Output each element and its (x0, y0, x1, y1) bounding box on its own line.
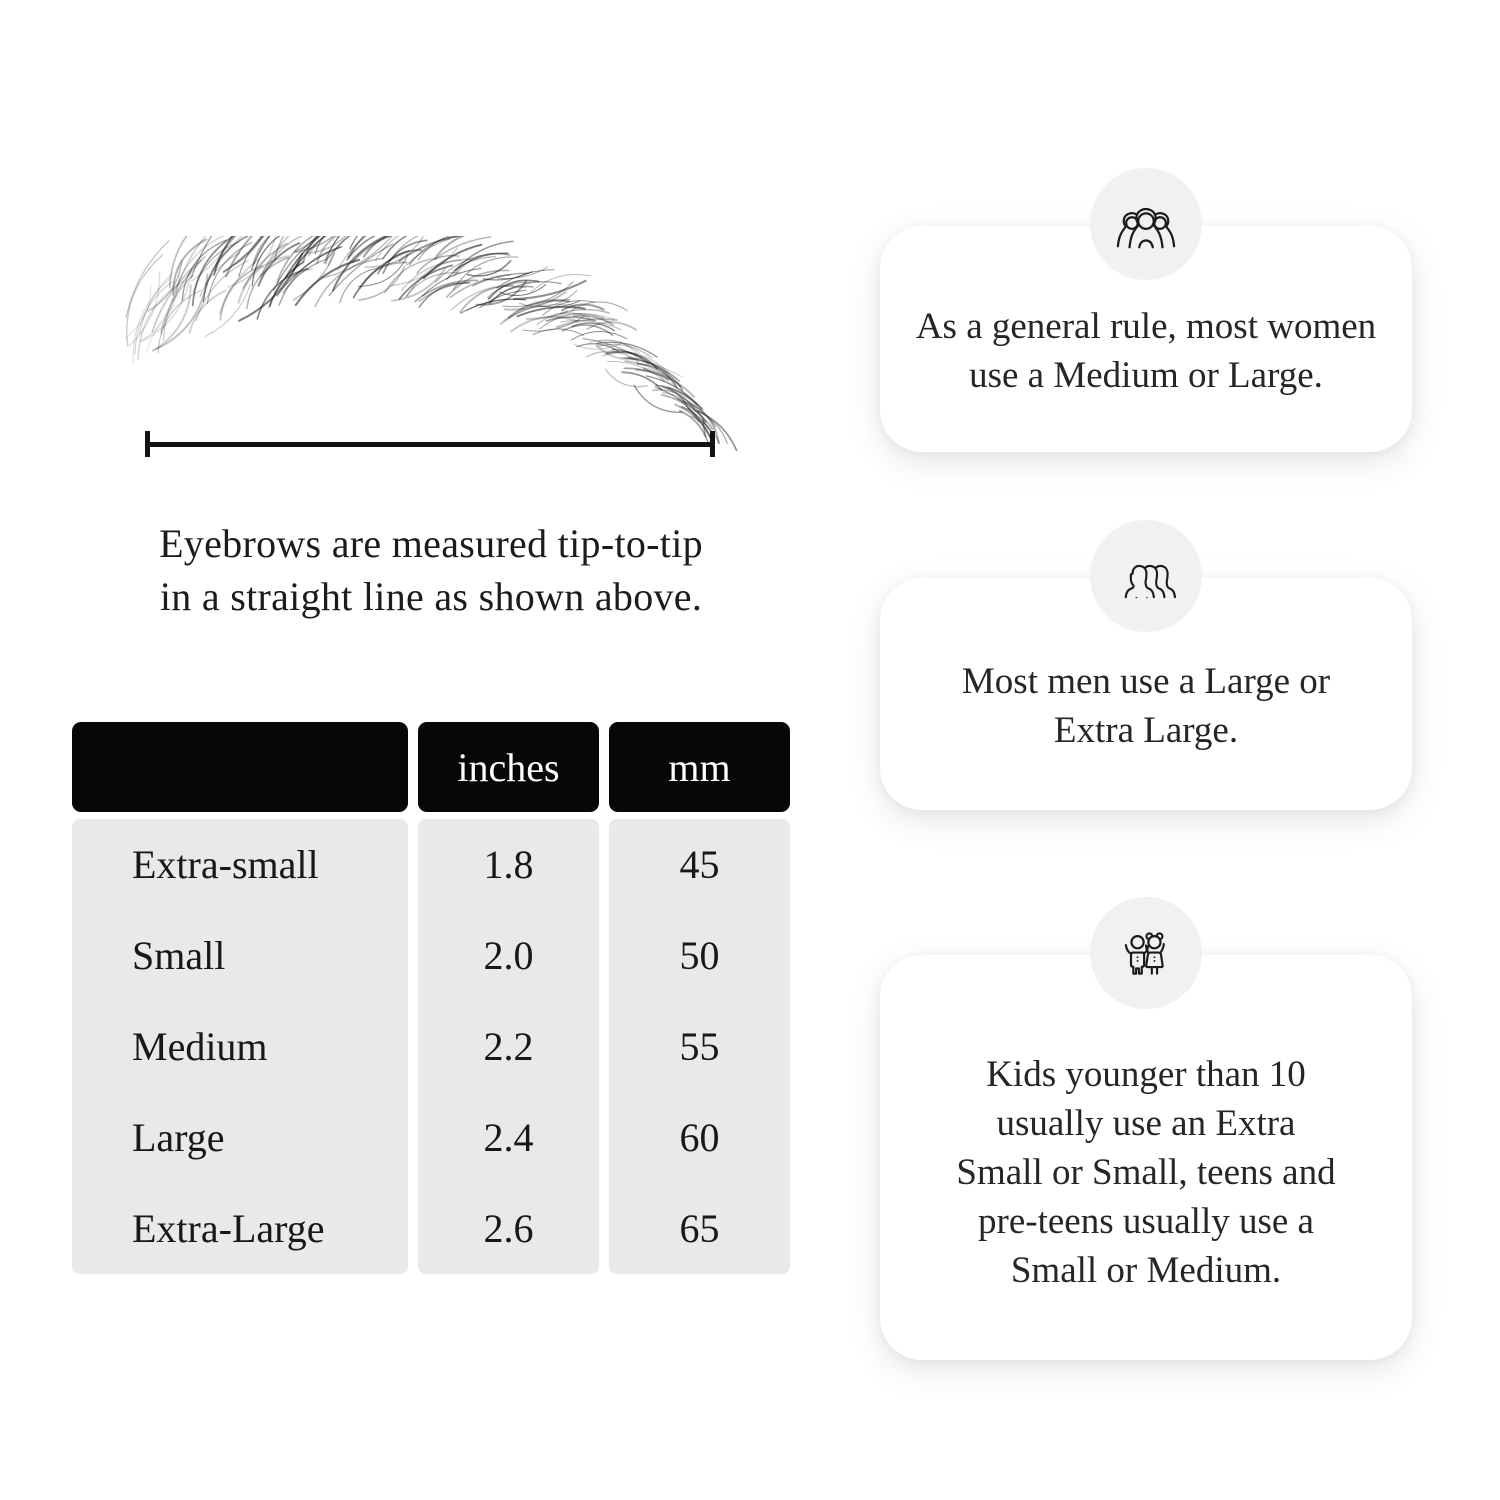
mm-value: 55 (609, 1001, 790, 1092)
inches-value: 2.6 (418, 1183, 599, 1274)
card-text-line: pre-teens usually use a (978, 1201, 1314, 1242)
size-table (72, 722, 790, 1274)
row-label: Medium (72, 1001, 408, 1092)
card-text-line: Kids younger than 10 (986, 1054, 1306, 1095)
card-text-line: Small or Small, teens and (956, 1152, 1336, 1193)
inches-value: 1.8 (418, 819, 599, 910)
card-text (956, 1050, 1335, 1295)
card-text-line: usually use an Extra (996, 1103, 1296, 1144)
measurement-line-right-tick (710, 431, 715, 457)
kids-icon (1116, 926, 1176, 980)
row-label: Extra-small (72, 819, 408, 910)
card-text-line: As a general rule, most women (915, 306, 1377, 347)
inches-value: 2.2 (418, 1001, 599, 1092)
row-label: Extra-Large (72, 1183, 408, 1274)
mm-value: 45 (609, 819, 790, 910)
info-card-women (880, 226, 1412, 452)
measurement-caption (72, 517, 790, 623)
size-table-header-row (72, 722, 790, 812)
inches-value: 2.0 (418, 910, 599, 1001)
icon-circle (1090, 520, 1202, 632)
mm-value: 60 (609, 1092, 790, 1183)
header-cell-mm: mm (609, 722, 790, 812)
card-text-line: Extra Large. (1053, 710, 1239, 751)
caption-line-1: Eyebrows are measured tip-to-tip (159, 521, 703, 566)
card-text-line: use a Medium or Large. (969, 355, 1323, 396)
eyebrow-illustration (88, 236, 748, 451)
caption-line-2: in a straight line as shown above. (159, 574, 703, 619)
mm-value: 50 (609, 910, 790, 1001)
info-card-kids (880, 955, 1412, 1360)
card-text-line: Small or Medium. (1010, 1250, 1282, 1291)
inches-value: 2.4 (418, 1092, 599, 1183)
women-group-icon (1115, 196, 1177, 252)
measurement-line-bar (150, 442, 710, 447)
mm-value: 65 (609, 1183, 790, 1274)
card-text-line: Most men use a Large or (961, 661, 1331, 702)
card-text (962, 657, 1330, 755)
card-text (916, 302, 1376, 400)
row-label: Small (72, 910, 408, 1001)
header-cell-inches: inches (418, 722, 599, 812)
size-table-body (72, 819, 790, 1274)
info-card-men (880, 578, 1412, 810)
men-group-icon (1112, 550, 1180, 602)
header-cell-size (72, 722, 408, 812)
icon-circle (1090, 897, 1202, 1009)
measurement-line (145, 431, 715, 457)
icon-circle (1090, 168, 1202, 280)
row-label: Large (72, 1092, 408, 1183)
